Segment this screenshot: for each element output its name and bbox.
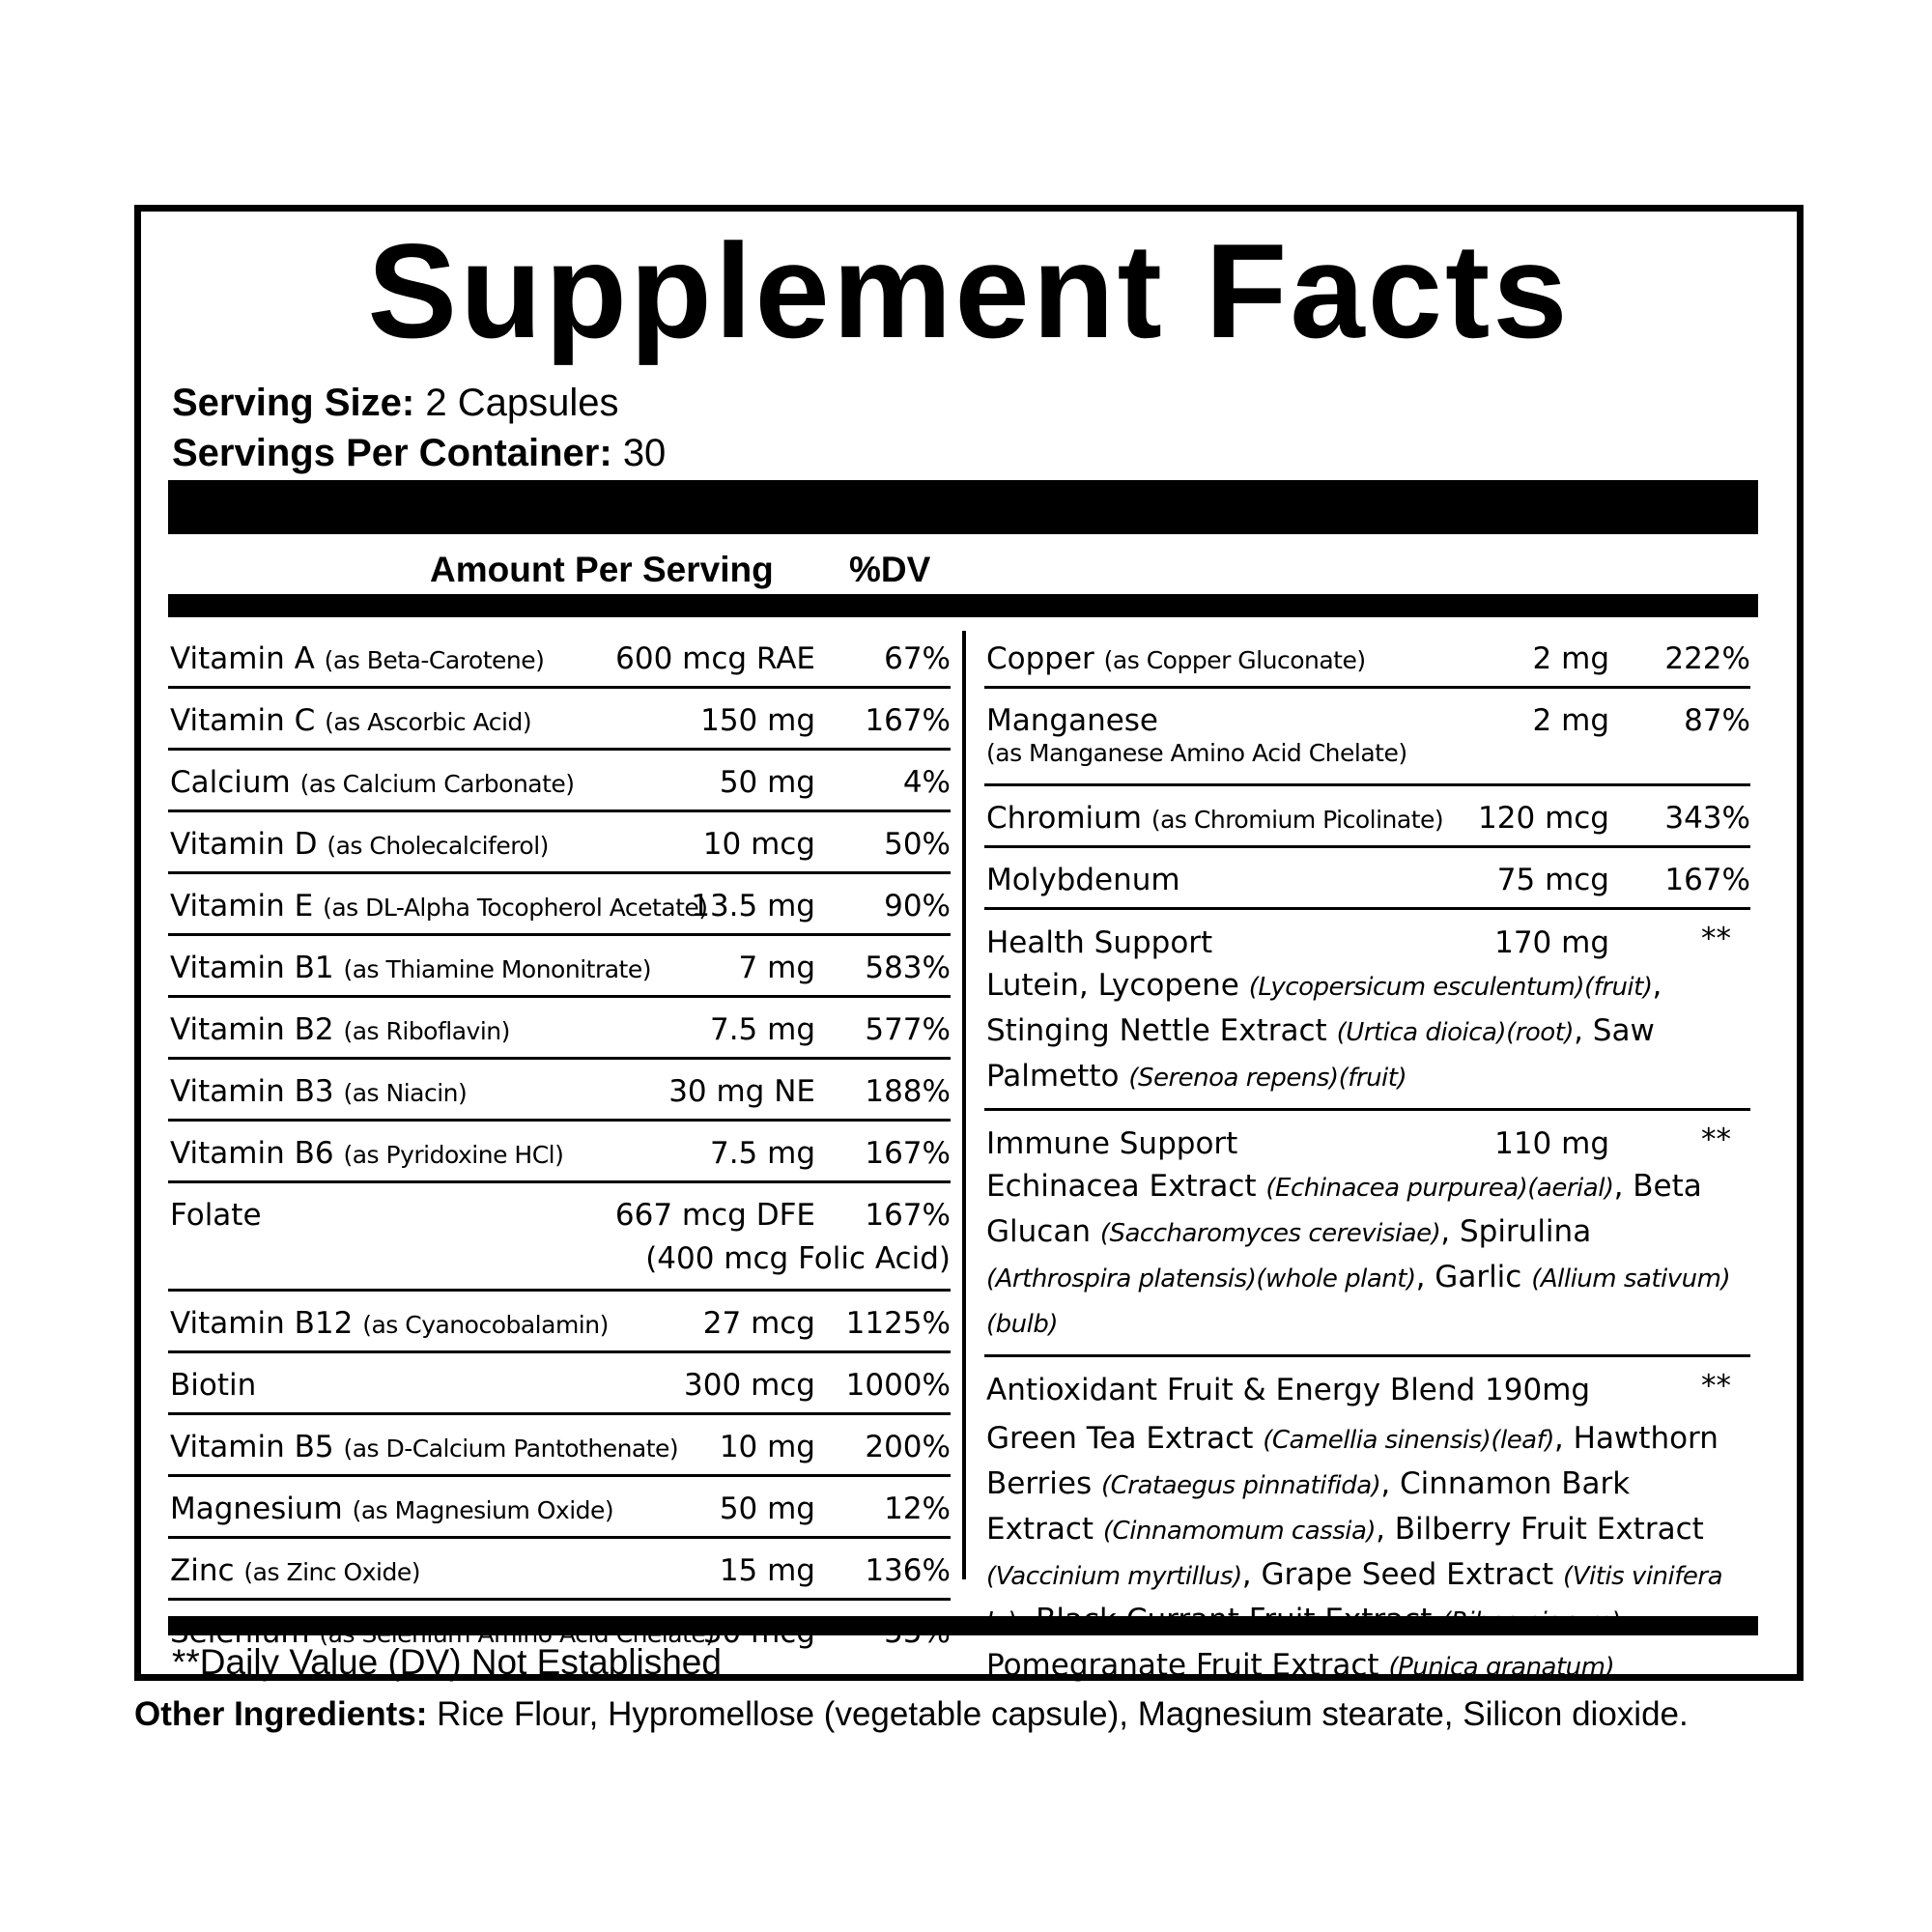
- botanical-name: (Arthrospira platensis)(whole plant): [986, 1264, 1416, 1293]
- other-ingredients-value: Rice Flour, Hypromellose (vegetable capsule), Magnesium stearate, Silicon dioxide.: [437, 1695, 1689, 1733]
- nutrient-amount: 2 mg: [1532, 641, 1609, 676]
- blend-ingredients: [984, 1411, 1750, 1697]
- nutrient-row: [168, 1183, 951, 1292]
- nutrient-label: Vitamin E: [170, 889, 314, 923]
- nutrient-dv: 1000%: [845, 1368, 951, 1403]
- nutrient-source: (as Cholecalciferol): [327, 832, 549, 860]
- nutrient-dv: 136%: [865, 1553, 951, 1588]
- amount-header: Amount Per Serving: [430, 550, 774, 589]
- botanical-name: (Camellia sinensis)(leaf): [1263, 1426, 1554, 1455]
- blend-ingredients: [984, 1165, 1750, 1354]
- blend-name: Health Support: [986, 925, 1213, 960]
- nutrient-row: [984, 848, 1750, 910]
- nutrient-name: [170, 1366, 256, 1405]
- nutrient-row: [168, 1060, 951, 1122]
- nutrient-dv: 87%: [1684, 703, 1750, 738]
- nutrient-amount: 2 mg: [1532, 703, 1609, 738]
- nutrient-name: [986, 799, 1443, 839]
- column-header: [141, 540, 1797, 600]
- nutrient-dv: 50%: [884, 827, 951, 862]
- serving-size-value: 2 Capsules: [425, 382, 619, 424]
- botanical-name: (Lycopersicum esculentum)(fruit): [1248, 973, 1653, 1002]
- blend-amount: 110 mg: [1494, 1126, 1609, 1161]
- nutrient-amount: 10 mcg: [702, 827, 815, 862]
- nutrient-row: [168, 998, 951, 1060]
- ingredient-text: , Beta Glucan: [986, 1169, 1702, 1249]
- nutrient-label: Vitamin B2: [170, 1012, 334, 1047]
- nutrient-row: [168, 1122, 951, 1183]
- nutrient-source: (as Riboflavin): [343, 1017, 510, 1045]
- nutrient-label: Vitamin A: [170, 641, 315, 676]
- blend-dv: **: [1701, 1369, 1731, 1404]
- nutrient-row: [168, 689, 951, 751]
- botanical-name: (Cinnamomum cassia): [1102, 1517, 1377, 1546]
- nutrient-row: [168, 1353, 951, 1415]
- ingredient-text: , Spirulina: [1440, 1214, 1592, 1249]
- servings-per-container-label: Servings Per Container:: [172, 432, 612, 474]
- blend-section: [984, 1111, 1750, 1357]
- nutrient-dv: 188%: [865, 1074, 951, 1109]
- ingredient-text: , Garlic: [1415, 1260, 1532, 1294]
- nutrient-name: [986, 861, 1180, 899]
- botanical-name: (Allium sativum)(bulb): [986, 1264, 1731, 1339]
- nutrient-amount: 27 mcg: [702, 1306, 815, 1341]
- thick-divider: [168, 480, 1758, 534]
- blend-header: [984, 1111, 1750, 1165]
- nutrient-name: [170, 1010, 510, 1051]
- nutrient-name: [170, 639, 544, 680]
- right-nutrient-column: [984, 627, 1750, 1697]
- nutrient-label: Vitamin D: [170, 827, 318, 862]
- column-divider: [962, 631, 966, 1579]
- nutrient-source: (as Beta-Carotene): [324, 646, 545, 674]
- nutrient-amount: 30 mg NE: [668, 1074, 815, 1109]
- nutrient-source: (as Ascorbic Acid): [325, 708, 532, 736]
- nutrient-source: (as Niacin): [343, 1079, 468, 1107]
- blend-name: Antioxidant Fruit & Energy Blend 190mg: [986, 1373, 1591, 1407]
- nutrient-dv: 583%: [865, 951, 951, 985]
- botanical-name: (Urtica dioica)(root): [1336, 1018, 1575, 1047]
- nutrient-amount: 15 mg: [719, 1553, 815, 1588]
- nutrient-source: (as Calcium Carbonate): [299, 770, 575, 798]
- nutrient-amount: 667 mcg DFE: [614, 1198, 815, 1233]
- nutrient-dv: 343%: [1664, 801, 1750, 836]
- nutrient-amount: 600 mcg RAE: [615, 641, 815, 676]
- nutrient-source: (as Zinc Oxide): [243, 1558, 420, 1586]
- nutrient-name: [170, 1072, 467, 1113]
- ingredient-text: , Hawthorn Berries: [986, 1421, 1719, 1501]
- nutrient-row: [168, 627, 951, 689]
- ingredient-text: , Stinging Nettle Extract: [986, 968, 1662, 1048]
- nutrient-dv: 67%: [884, 641, 951, 676]
- ingredient-text: Lutein, Lycopene: [986, 968, 1249, 1003]
- botanical-name: (Echinacea purpurea)(aerial): [1265, 1174, 1614, 1203]
- nutrient-amount: 50 mg: [719, 1492, 815, 1526]
- ingredient-text: Green Tea Extract: [986, 1421, 1264, 1456]
- nutrient-label: Vitamin B5: [170, 1430, 334, 1464]
- nutrient-label: Vitamin B6: [170, 1136, 334, 1171]
- nutrient-label: Manganese: [986, 703, 1159, 738]
- nutrient-amount: 10 mg: [719, 1430, 815, 1464]
- nutrient-name: [170, 1551, 420, 1592]
- nutrient-name: [986, 639, 1366, 680]
- nutrient-name: [170, 1428, 678, 1468]
- ingredient-text: , Cinnamon Bark Extract: [986, 1466, 1631, 1547]
- nutrient-amount: 7.5 mg: [709, 1012, 815, 1047]
- nutrient-row: [168, 812, 951, 874]
- nutrient-amount: 7.5 mg: [709, 1136, 815, 1171]
- nutrient-name: [170, 949, 651, 989]
- nutrient-dv: 577%: [865, 1012, 951, 1047]
- nutrient-row: [984, 689, 1750, 786]
- nutrient-row: [168, 874, 951, 936]
- ingredient-text: , Saw Palmetto: [986, 1013, 1655, 1094]
- blend-dv: **: [1701, 922, 1731, 956]
- nutrient-label: Copper: [986, 641, 1094, 676]
- dv-header: %DV: [849, 550, 931, 589]
- nutrient-name: [170, 1196, 262, 1235]
- botanical-name: (Vitis vinifera: [1563, 1562, 1723, 1591]
- other-ingredients-label: Other Ingredients:: [134, 1695, 428, 1733]
- blend-header: [984, 1357, 1750, 1411]
- header-divider: [168, 594, 1758, 617]
- nutrient-amount: 50 mg: [719, 765, 815, 800]
- other-ingredients: [134, 1692, 1689, 1737]
- nutrient-dv: 90%: [884, 889, 951, 923]
- nutrient-dv: 167%: [865, 1136, 951, 1171]
- blend-amount: 170 mg: [1494, 925, 1609, 960]
- nutrient-source: (as Chromium Picolinate): [1151, 806, 1444, 834]
- nutrient-amount: 150 mg: [700, 703, 815, 738]
- ingredient-text: , Bilberry Fruit Extract: [1376, 1512, 1704, 1547]
- nutrient-source: (as DL-Alpha Tocopherol Acetate): [323, 894, 708, 922]
- nutrient-row: [168, 1415, 951, 1477]
- nutrient-label: Vitamin C: [170, 703, 316, 738]
- nutrient-row: [168, 1539, 951, 1601]
- botanical-name: (Crataegus pinnatifida): [1100, 1471, 1381, 1500]
- nutrient-dv: 167%: [865, 703, 951, 738]
- nutrient-row: [168, 1292, 951, 1353]
- nutrient-name: [170, 825, 549, 866]
- nutrient-label: Biotin: [170, 1368, 257, 1403]
- nutrient-dv: 4%: [902, 765, 951, 800]
- nutrient-subnote: (as Manganese Amino Acid Chelate): [986, 739, 1407, 767]
- nutrient-source: (as Cyanocobalamin): [362, 1311, 609, 1339]
- nutrient-source: (as Magnesium Oxide): [352, 1496, 614, 1524]
- serving-size-label: Serving Size:: [172, 382, 415, 424]
- supplement-facts-panel: [134, 205, 1804, 1681]
- serving-info: [172, 378, 666, 478]
- botanical-name: (Punica granatum): [1388, 1653, 1615, 1682]
- blend-section: [984, 1357, 1750, 1697]
- blend-dv: **: [1701, 1122, 1731, 1157]
- nutrient-label: Vitamin B1: [170, 951, 334, 985]
- botanical-name: (Saccharomyces cerevisiae): [1099, 1219, 1441, 1248]
- nutrient-source: (as Copper Gluconate): [1103, 646, 1366, 674]
- nutrient-dv: 167%: [1664, 863, 1750, 897]
- nutrient-row: [168, 751, 951, 812]
- nutrient-amount: 300 mcg: [684, 1368, 815, 1403]
- dv-footnote: **Daily Value (DV) Not Established: [172, 1642, 722, 1682]
- nutrient-label: Chromium: [986, 801, 1142, 836]
- nutrient-label: Vitamin B12: [170, 1306, 354, 1341]
- nutrient-dv: 12%: [884, 1492, 951, 1526]
- nutrient-name: [170, 1134, 563, 1175]
- nutrient-name: [170, 1304, 609, 1345]
- nutrient-name: [170, 887, 708, 927]
- bottom-divider: [168, 1616, 1758, 1635]
- nutrient-dv: 200%: [865, 1430, 951, 1464]
- servings-per-container-value: 30: [622, 432, 667, 474]
- ingredient-text: Echinacea Extract: [986, 1169, 1266, 1204]
- nutrient-label: Magnesium: [170, 1492, 343, 1526]
- nutrient-dv: 222%: [1664, 641, 1750, 676]
- nutrient-subnote: (400 mcg Folic Acid): [645, 1241, 951, 1276]
- nutrient-amount: 7 mg: [738, 951, 815, 985]
- nutrient-label: Folate: [170, 1198, 262, 1233]
- nutrient-name: [170, 1490, 613, 1530]
- nutrient-label: Zinc: [170, 1553, 235, 1588]
- nutrient-source: (as Pyridoxine HCl): [343, 1141, 564, 1169]
- nutrient-source: (as D-Calcium Pantothenate): [343, 1435, 679, 1463]
- nutrient-row: [168, 936, 951, 998]
- nutrient-dv: 1125%: [845, 1306, 951, 1341]
- botanical-name: (Serenoa repens)(fruit): [1128, 1064, 1407, 1093]
- left-nutrient-column: [168, 627, 951, 1660]
- ingredient-text: , Grape Seed Extract: [1241, 1557, 1564, 1592]
- nutrient-name: [170, 763, 575, 804]
- nutrient-amount: 75 mcg: [1496, 863, 1609, 897]
- panel-title: Supplement Facts: [367, 216, 1571, 366]
- blend-section: [984, 910, 1750, 1111]
- nutrient-row: [984, 627, 1750, 689]
- nutrient-label: Molybdenum: [986, 863, 1180, 897]
- botanical-name: (Vaccinium myrtillus): [986, 1562, 1242, 1591]
- ingredient-text: Pomegranate Fruit Extract: [986, 1648, 1379, 1683]
- nutrient-name: [170, 701, 531, 742]
- blend-ingredients: [984, 964, 1750, 1108]
- nutrient-dv: 167%: [865, 1198, 951, 1233]
- nutrient-row: [984, 786, 1750, 848]
- nutrient-amount: 13.5 mg: [691, 889, 815, 923]
- nutrient-amount: 120 mcg: [1478, 801, 1609, 836]
- blend-header: [984, 910, 1750, 964]
- nutrient-label: Vitamin B3: [170, 1074, 334, 1109]
- nutrient-label: Calcium: [170, 765, 291, 800]
- nutrient-source: (as Thiamine Mononitrate): [343, 955, 651, 983]
- nutrient-row: [168, 1477, 951, 1539]
- blend-name: Immune Support: [986, 1126, 1238, 1161]
